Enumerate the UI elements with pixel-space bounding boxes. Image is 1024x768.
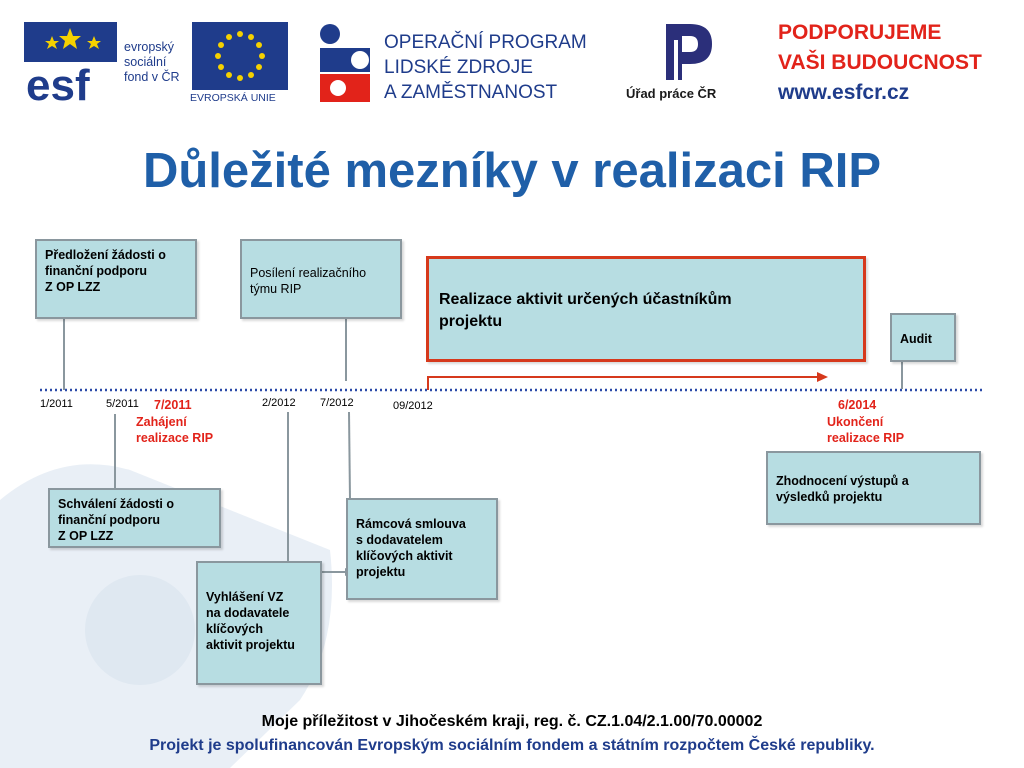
box-text-line: výsledků projektu <box>776 490 883 504</box>
box-text-line: týmu RIP <box>250 282 302 296</box>
urad-prace-caption: Úřad práce ČR <box>626 86 717 101</box>
box-text-line: aktivit projektu <box>206 638 295 652</box>
op-text-line: OPERAČNÍ PROGRAM <box>384 32 587 53</box>
box-text-line: Posílení realizačního <box>250 266 367 280</box>
box-text-line: Zhodnocení výstupů a <box>776 474 909 488</box>
box-text-line: s dodavatelem <box>356 533 443 547</box>
box-realizace-aktivit <box>426 256 866 362</box>
date-label: 1/2011 <box>40 398 73 410</box>
box-audit <box>890 313 956 362</box>
date-label: 5/2011 <box>106 398 139 410</box>
box-text-line: Z OP LZZ <box>58 529 114 543</box>
box-text-line: Schválení žádosti o <box>58 497 175 511</box>
box-text-line: projektu <box>439 313 503 330</box>
esf-text-line: fond v ČR <box>124 70 180 84</box>
box-text-line: Předložení žádosti o <box>45 248 166 262</box>
box-schvaleni-zadosti <box>48 488 221 548</box>
box-text-line: klíčových aktivit <box>356 549 453 563</box>
svg-text:esf: esf <box>26 61 90 104</box>
box-vyhlaseni-vz <box>196 561 322 685</box>
box-posileni-tymu <box>240 239 402 319</box>
box-text-line: na dodavatele <box>206 606 290 620</box>
box-text-line: klíčových <box>206 622 263 636</box>
date-label: 2/2012 <box>262 397 296 409</box>
date-label-end: 6/2014 <box>838 398 877 412</box>
start-label-line: realizace RIP <box>136 431 214 445</box>
box-ramcova-smlouva <box>346 498 498 600</box>
box-text-line: projektu <box>356 565 406 579</box>
box-predlozeni-zadosti <box>35 239 197 319</box>
slogan <box>778 18 982 108</box>
esf-logo <box>24 22 117 104</box>
op-lzz-text <box>384 30 587 105</box>
op-text-line: LIDSKÉ ZDROJE <box>384 57 533 78</box>
slogan-url: www.esfcr.cz <box>778 81 910 104</box>
realizace-arrowhead <box>817 372 828 382</box>
urad-prace-logo <box>660 20 718 84</box>
op-lzz-logo <box>316 22 376 104</box>
slogan-line: VAŠI BUDOUCNOST <box>778 51 982 74</box>
start-label-line: Zahájení <box>136 415 187 429</box>
eu-flag-icon <box>192 22 288 90</box>
box-text-line: Z OP LZZ <box>45 280 101 294</box>
box-text-line: finanční podporu <box>58 513 161 527</box>
date-label-start: 7/2011 <box>154 398 192 412</box>
op-text-line: A ZAMĚSTNANOST <box>384 82 558 103</box>
box-text-line: Realizace aktivit určených účastníkům <box>439 291 732 308</box>
slogan-line: PODPORUJEME <box>778 21 942 44</box>
footer-funding-note: Projekt je spolufinancován Evropským sociálním fondem a státním rozpočtem České republiky. <box>149 737 875 754</box>
box-text-line: finanční podporu <box>45 264 148 278</box>
esf-text-line: sociální <box>124 55 167 69</box>
connector-ramcova <box>349 412 350 500</box>
box-zhodnoceni <box>766 451 981 525</box>
esf-text-line: evropský <box>124 40 175 54</box>
esf-logo-text <box>124 40 180 85</box>
box-text-line: Rámcová smlouva <box>356 517 466 531</box>
eu-caption: EVROPSKÁ UNIE <box>190 92 276 104</box>
box-text-line: Audit <box>900 332 932 346</box>
date-label: 09/2012 <box>393 400 433 412</box>
footer-registration: Moje příležitost v Jihočeském kraji, reg. č. CZ.1.04/2.1.00/70.00002 <box>261 713 763 730</box>
end-label-line: Ukončení <box>827 415 884 429</box>
box-text-line: Vyhlášení VZ <box>206 590 284 604</box>
page-title: Důležité mezníky v realizaci RIP <box>142 144 882 198</box>
date-label: 7/2012 <box>320 397 354 409</box>
end-label-line: realizace RIP <box>827 431 905 445</box>
